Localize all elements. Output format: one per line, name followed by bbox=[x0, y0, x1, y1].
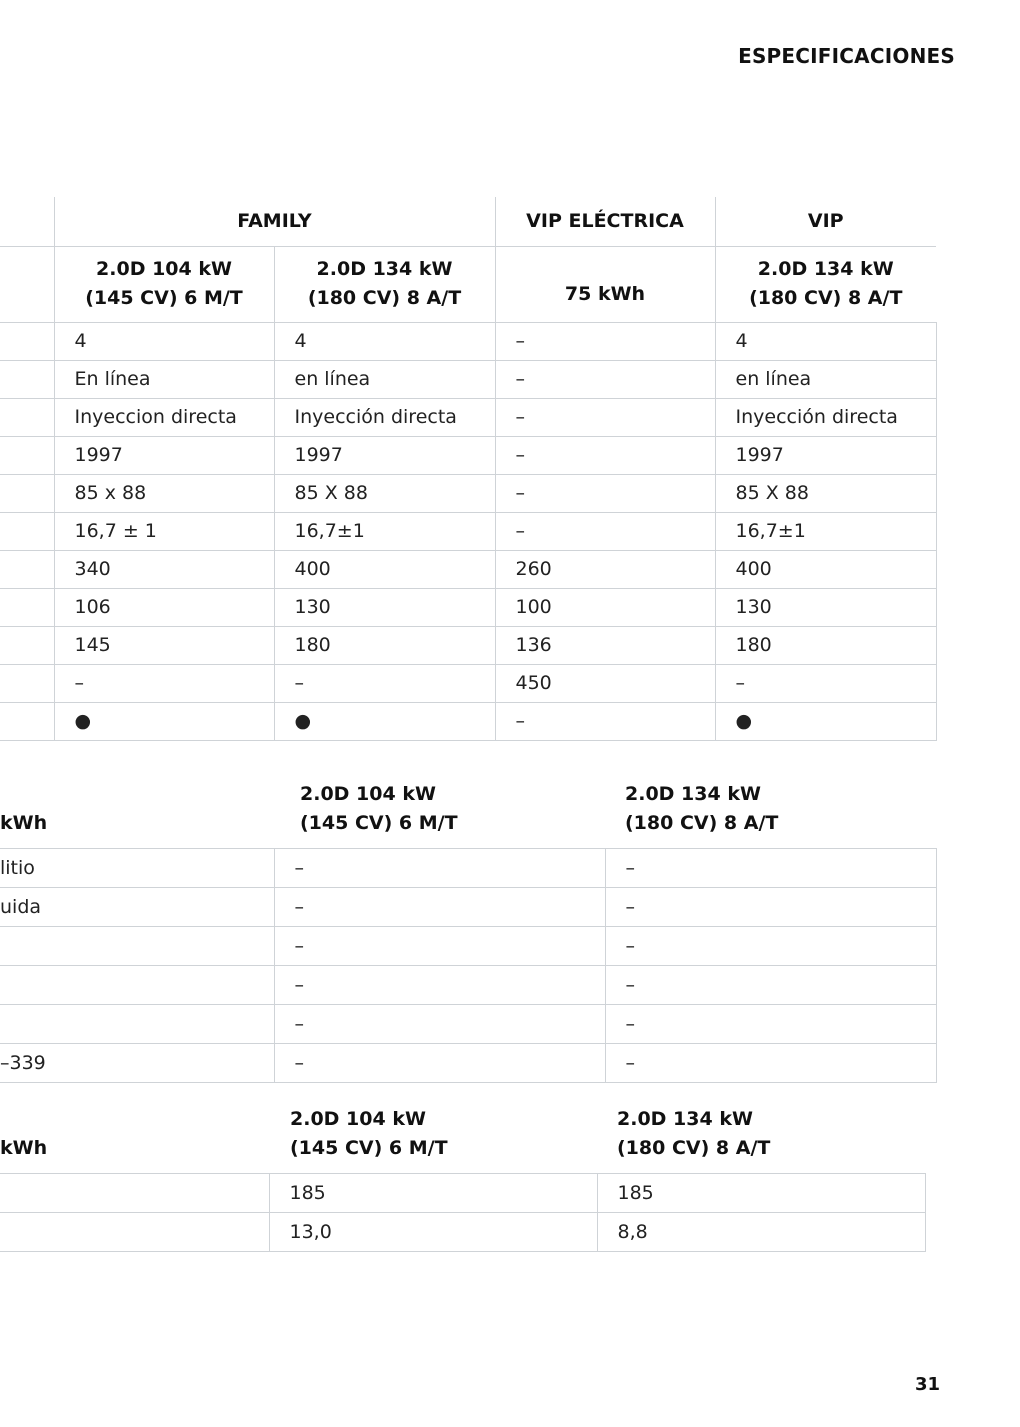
group-vip: VIP bbox=[715, 197, 936, 246]
table-cell: – bbox=[274, 1043, 605, 1082]
row-label-cell bbox=[0, 588, 54, 626]
row-label-cell bbox=[0, 322, 54, 360]
table-cell: 260 bbox=[495, 550, 715, 588]
row-label-cell bbox=[0, 550, 54, 588]
stub-header: kWh bbox=[0, 811, 48, 834]
stub-header bbox=[0, 197, 54, 246]
table-cell: – bbox=[274, 887, 605, 926]
table-cell: – bbox=[495, 398, 715, 436]
row-label-cell bbox=[0, 965, 274, 1004]
table-cell: – bbox=[715, 664, 936, 702]
table-cell: en línea bbox=[715, 360, 936, 398]
row-label-cell: uida bbox=[0, 887, 274, 926]
row-label-cell bbox=[0, 474, 54, 512]
row-label-cell bbox=[0, 398, 54, 436]
battery-specs-table bbox=[0, 778, 937, 1083]
table-row bbox=[0, 588, 936, 626]
row-label-cell: –339 bbox=[0, 1043, 274, 1082]
table-cell: 185 bbox=[269, 1173, 597, 1212]
table-cell: – bbox=[274, 1004, 605, 1043]
version-header: 2.0D 104 kW (145 CV) 6 M/T bbox=[290, 1107, 448, 1159]
header-row bbox=[0, 1103, 925, 1173]
version-header: 2.0D 104 kW (145 CV) 6 M/T bbox=[300, 782, 458, 834]
row-label-cell bbox=[0, 1004, 274, 1043]
table-cell: 450 bbox=[495, 664, 715, 702]
table-cell: 8,8 bbox=[597, 1212, 925, 1251]
table-cell: – bbox=[495, 436, 715, 474]
row-label-cell bbox=[0, 702, 54, 740]
table-row bbox=[0, 1173, 925, 1212]
table-cell: ● bbox=[54, 702, 274, 740]
table-cell: 106 bbox=[54, 588, 274, 626]
row-label-cell bbox=[0, 664, 54, 702]
table-row bbox=[0, 848, 936, 887]
table-row bbox=[0, 550, 936, 588]
row-label-cell: litio bbox=[0, 848, 274, 887]
version-header: 2.0D 134 kW (180 CV) 8 A/T bbox=[715, 246, 936, 322]
table-cell: 100 bbox=[495, 588, 715, 626]
row-label-cell bbox=[0, 1173, 269, 1212]
table-body bbox=[0, 848, 936, 1082]
table-cell: 13,0 bbox=[269, 1212, 597, 1251]
table-cell: – bbox=[274, 664, 495, 702]
table-body bbox=[0, 322, 936, 740]
table-cell: – bbox=[605, 887, 936, 926]
table-cell: Inyeccion directa bbox=[54, 398, 274, 436]
table-cell: – bbox=[605, 1043, 936, 1082]
table-row bbox=[0, 1004, 936, 1043]
table-row bbox=[0, 664, 936, 702]
table-cell: 4 bbox=[274, 322, 495, 360]
table-row bbox=[0, 965, 936, 1004]
row-label-cell bbox=[0, 626, 54, 664]
table-cell: – bbox=[495, 360, 715, 398]
row-label-cell bbox=[0, 926, 274, 965]
table-cell: – bbox=[605, 965, 936, 1004]
table-cell: 180 bbox=[274, 626, 495, 664]
table-cell: Inyección directa bbox=[274, 398, 495, 436]
table-body bbox=[0, 1173, 925, 1251]
table-cell: 1997 bbox=[54, 436, 274, 474]
table-row bbox=[0, 436, 936, 474]
table-cell: 400 bbox=[274, 550, 495, 588]
table-cell: en línea bbox=[274, 360, 495, 398]
version-header-row bbox=[0, 246, 936, 322]
table-cell: 180 bbox=[715, 626, 936, 664]
row-label-cell bbox=[0, 512, 54, 550]
table-cell: – bbox=[605, 1004, 936, 1043]
table-row bbox=[0, 1043, 936, 1082]
table-cell: En línea bbox=[54, 360, 274, 398]
group-family: FAMILY bbox=[54, 197, 495, 246]
stub-header bbox=[0, 246, 54, 322]
group-vip-electrica: VIP ELÉCTRICA bbox=[495, 197, 715, 246]
table-cell: – bbox=[274, 926, 605, 965]
table-cell: – bbox=[54, 664, 274, 702]
table-cell: Inyección directa bbox=[715, 398, 936, 436]
table-cell: ● bbox=[274, 702, 495, 740]
page-section-title: ESPECIFICACIONES bbox=[738, 44, 955, 68]
version-header: 2.0D 104 kW (145 CV) 6 M/T bbox=[54, 246, 274, 322]
table-cell: ● bbox=[715, 702, 936, 740]
version-header: 2.0D 134 kW (180 CV) 8 A/T bbox=[274, 246, 495, 322]
table-cell: 136 bbox=[495, 626, 715, 664]
page-number: 31 bbox=[915, 1374, 941, 1395]
table-cell: 4 bbox=[715, 322, 936, 360]
table-row bbox=[0, 1212, 925, 1251]
table-cell: 145 bbox=[54, 626, 274, 664]
table-cell: 130 bbox=[715, 588, 936, 626]
table-row bbox=[0, 926, 936, 965]
table-cell: 85 X 88 bbox=[274, 474, 495, 512]
version-header: 2.0D 134 kW (180 CV) 8 A/T bbox=[617, 1107, 771, 1159]
table-cell: – bbox=[495, 474, 715, 512]
stub-header: kWh bbox=[0, 1136, 48, 1159]
table-cell: 85 x 88 bbox=[54, 474, 274, 512]
table-row bbox=[0, 360, 936, 398]
row-label-cell bbox=[0, 360, 54, 398]
table-cell: 1997 bbox=[715, 436, 936, 474]
table-cell: 340 bbox=[54, 550, 274, 588]
table-cell: 1997 bbox=[274, 436, 495, 474]
table-cell: 85 X 88 bbox=[715, 474, 936, 512]
version-header: 2.0D 134 kW (180 CV) 8 A/T bbox=[625, 782, 779, 834]
table-row bbox=[0, 512, 936, 550]
table-row bbox=[0, 702, 936, 740]
engine-specs-table bbox=[0, 197, 937, 741]
version-header: 75 kWh bbox=[495, 246, 715, 322]
table-row bbox=[0, 398, 936, 436]
table-cell: 16,7±1 bbox=[274, 512, 495, 550]
table-cell: – bbox=[605, 848, 936, 887]
group-header-row bbox=[0, 197, 936, 246]
performance-specs-table bbox=[0, 1103, 926, 1252]
table-cell: 4 bbox=[54, 322, 274, 360]
row-label-cell bbox=[0, 436, 54, 474]
table-cell: 16,7 ± 1 bbox=[54, 512, 274, 550]
table-cell: 16,7±1 bbox=[715, 512, 936, 550]
row-label-cell bbox=[0, 1212, 269, 1251]
table-cell: – bbox=[495, 322, 715, 360]
table-cell: 400 bbox=[715, 550, 936, 588]
table-cell: – bbox=[495, 702, 715, 740]
table-row bbox=[0, 626, 936, 664]
table-row bbox=[0, 887, 936, 926]
table-cell: 130 bbox=[274, 588, 495, 626]
table-cell: – bbox=[495, 512, 715, 550]
table-cell: – bbox=[274, 848, 605, 887]
table-cell: – bbox=[274, 965, 605, 1004]
table-row bbox=[0, 322, 936, 360]
table-row bbox=[0, 474, 936, 512]
table-cell: – bbox=[605, 926, 936, 965]
table-cell: 185 bbox=[597, 1173, 925, 1212]
header-row bbox=[0, 778, 936, 848]
